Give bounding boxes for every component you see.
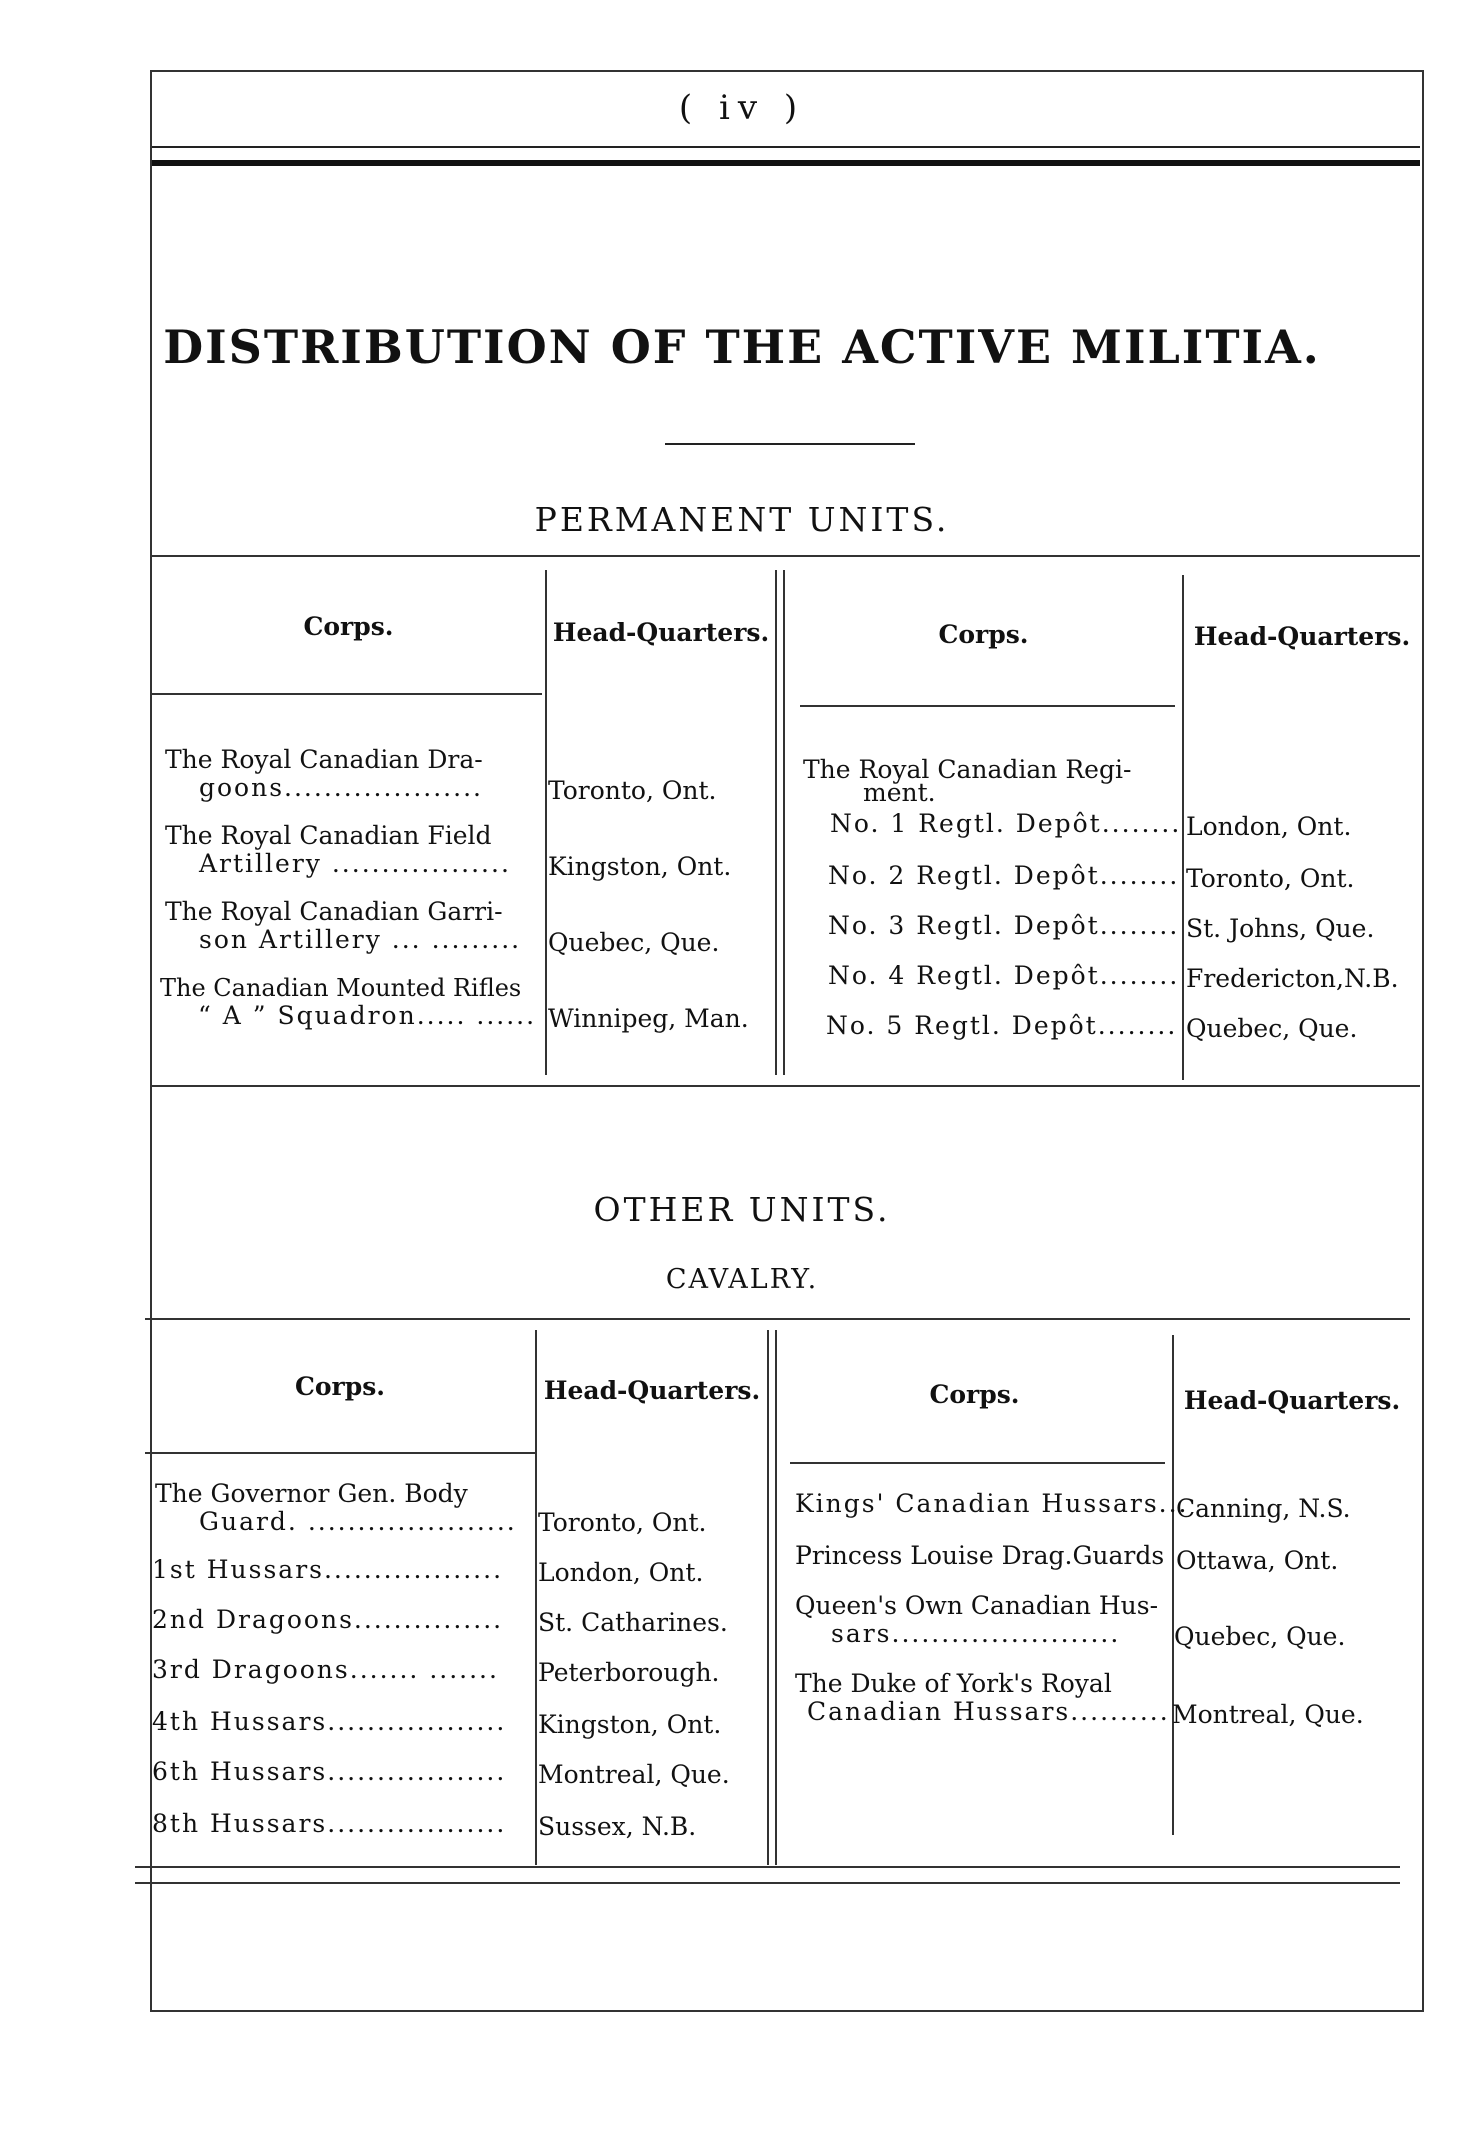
regiment-line2: ment.	[863, 778, 936, 807]
headquarters: Kingston, Ont.	[538, 1710, 722, 1739]
list-item: 6th Hussars..................	[152, 1757, 507, 1786]
frame-bottom-rule	[150, 2010, 1422, 2012]
list-item: Princess Louise Drag.Guards	[795, 1541, 1165, 1570]
other-hq-header-left: Head-Quarters.	[543, 1376, 761, 1405]
list-item: 4th Hussars..................	[152, 1707, 507, 1736]
list-item: 3rd Dragoons....... .......	[152, 1655, 499, 1684]
corps-name-line1: The Duke of York's Royal	[795, 1669, 1112, 1698]
page-number: ( iv )	[678, 88, 806, 128]
list-item: Kings' Canadian Hussars...	[795, 1489, 1189, 1518]
permanent-units-heading: PERMANENT UNITS.	[534, 500, 950, 539]
headquarters: London, Ont.	[538, 1558, 704, 1587]
corps-name-line1: The Canadian Mounted Rifles	[160, 974, 522, 1002]
permanent-table-bottom-rule	[152, 1085, 1420, 1087]
list-item: No. 3 Regtl. Depôt........	[828, 911, 1180, 940]
permanent-col-divider-2a	[775, 570, 777, 1075]
cavalry-heading: CAVALRY.	[665, 1264, 819, 1295]
headquarters: London, Ont.	[1186, 812, 1352, 841]
list-item	[165, 822, 545, 878]
headquarters: Peterborough.	[538, 1658, 720, 1687]
headquarters: Fredericton,N.B.	[1186, 964, 1399, 993]
other-units-heading: OTHER UNITS.	[593, 1190, 891, 1229]
corps-name-line2: Artillery ..................	[199, 849, 511, 878]
other-hq-header-right: Head-Quarters.	[1183, 1386, 1401, 1415]
permanent-header-rule-right	[800, 705, 1175, 707]
headquarters: Toronto, Ont.	[538, 1508, 707, 1537]
list-item: No. 5 Regtl. Depôt........	[826, 1011, 1178, 1040]
headquarters: Montreal, Que.	[538, 1760, 730, 1789]
corps-name-line1: The Governor Gen. Body	[155, 1479, 468, 1508]
headquarters: Canning, N.S.	[1176, 1494, 1351, 1523]
list-item: No. 4 Regtl. Depôt........	[828, 961, 1180, 990]
other-corps-header-right: Corps.	[929, 1380, 1020, 1409]
title-divider	[665, 443, 915, 445]
headquarters: Quebec, Que.	[1186, 1014, 1358, 1043]
list-item	[165, 746, 545, 802]
headquarters: Toronto, Ont.	[548, 776, 717, 805]
other-col-divider-2b	[775, 1330, 777, 1865]
other-header-rule-left	[145, 1452, 535, 1454]
headquarters: Montreal, Que.	[1172, 1700, 1364, 1729]
regiment-line1: The Royal Canadian Regi-	[803, 755, 1132, 784]
header-rule-thick	[152, 160, 1420, 166]
corps-name-line2: goons....................	[199, 773, 483, 802]
headquarters: Quebec, Que.	[548, 928, 720, 957]
permanent-corps-header-right: Corps.	[938, 620, 1029, 649]
corps-name-line1: Queen's Own Canadian Hus-	[795, 1591, 1159, 1620]
permanent-header-rule-left	[152, 693, 542, 695]
list-item: No. 1 Regtl. Depôt........	[830, 809, 1182, 838]
permanent-corps-header-left: Corps.	[303, 612, 394, 641]
permanent-table-top-rule	[152, 555, 1420, 557]
list-item: No. 2 Regtl. Depôt........	[828, 861, 1180, 890]
regiment-group	[803, 755, 1183, 807]
page-title: DISTRIBUTION OF THE ACTIVE MILITIA.	[163, 320, 1321, 374]
other-col-divider-1	[535, 1330, 537, 1865]
headquarters: Quebec, Que.	[1174, 1622, 1346, 1651]
corps-name-line2: son Artillery ... .........	[199, 925, 522, 954]
list-item	[165, 898, 545, 954]
list-item	[795, 1592, 1170, 1648]
headquarters: Winnipeg, Man.	[548, 1004, 749, 1033]
headquarters: Toronto, Ont.	[1186, 864, 1355, 893]
corps-name-line2: sars.......................	[831, 1619, 1121, 1648]
header-rule-thin	[152, 146, 1420, 148]
other-col-divider-2a	[767, 1330, 769, 1865]
other-corps-header-left: Corps.	[294, 1372, 385, 1401]
list-item	[795, 1670, 1170, 1726]
permanent-hq-header-right: Head-Quarters.	[1193, 622, 1411, 651]
list-item: 8th Hussars..................	[152, 1809, 507, 1838]
other-table-bottom-rule	[135, 1866, 1400, 1868]
list-item	[160, 974, 545, 1030]
headquarters: Kingston, Ont.	[548, 852, 732, 881]
headquarters: St. Catharines.	[538, 1608, 728, 1637]
list-item: 2nd Dragoons...............	[152, 1605, 504, 1634]
list-item	[155, 1480, 535, 1536]
corps-name-line1: The Royal Canadian Garri-	[165, 897, 503, 926]
other-table-bottom-rule-2	[135, 1882, 1400, 1884]
other-header-rule-right	[790, 1462, 1165, 1464]
permanent-hq-header-left: Head-Quarters.	[552, 618, 770, 647]
other-table-top-rule	[145, 1318, 1410, 1320]
headquarters: Sussex, N.B.	[538, 1812, 697, 1841]
headquarters: Ottawa, Ont.	[1176, 1546, 1339, 1575]
corps-name-line1: The Royal Canadian Dra-	[165, 745, 483, 774]
corps-name-line2: Guard. .....................	[199, 1507, 517, 1536]
list-item: 1st Hussars..................	[152, 1555, 504, 1584]
corps-name-line1: The Royal Canadian Field	[165, 821, 492, 850]
headquarters: St. Johns, Que.	[1186, 914, 1375, 943]
corps-name-line2: “ A ” Squadron..... ......	[198, 1001, 537, 1030]
corps-name-line2: Canadian Hussars..........	[807, 1697, 1170, 1726]
